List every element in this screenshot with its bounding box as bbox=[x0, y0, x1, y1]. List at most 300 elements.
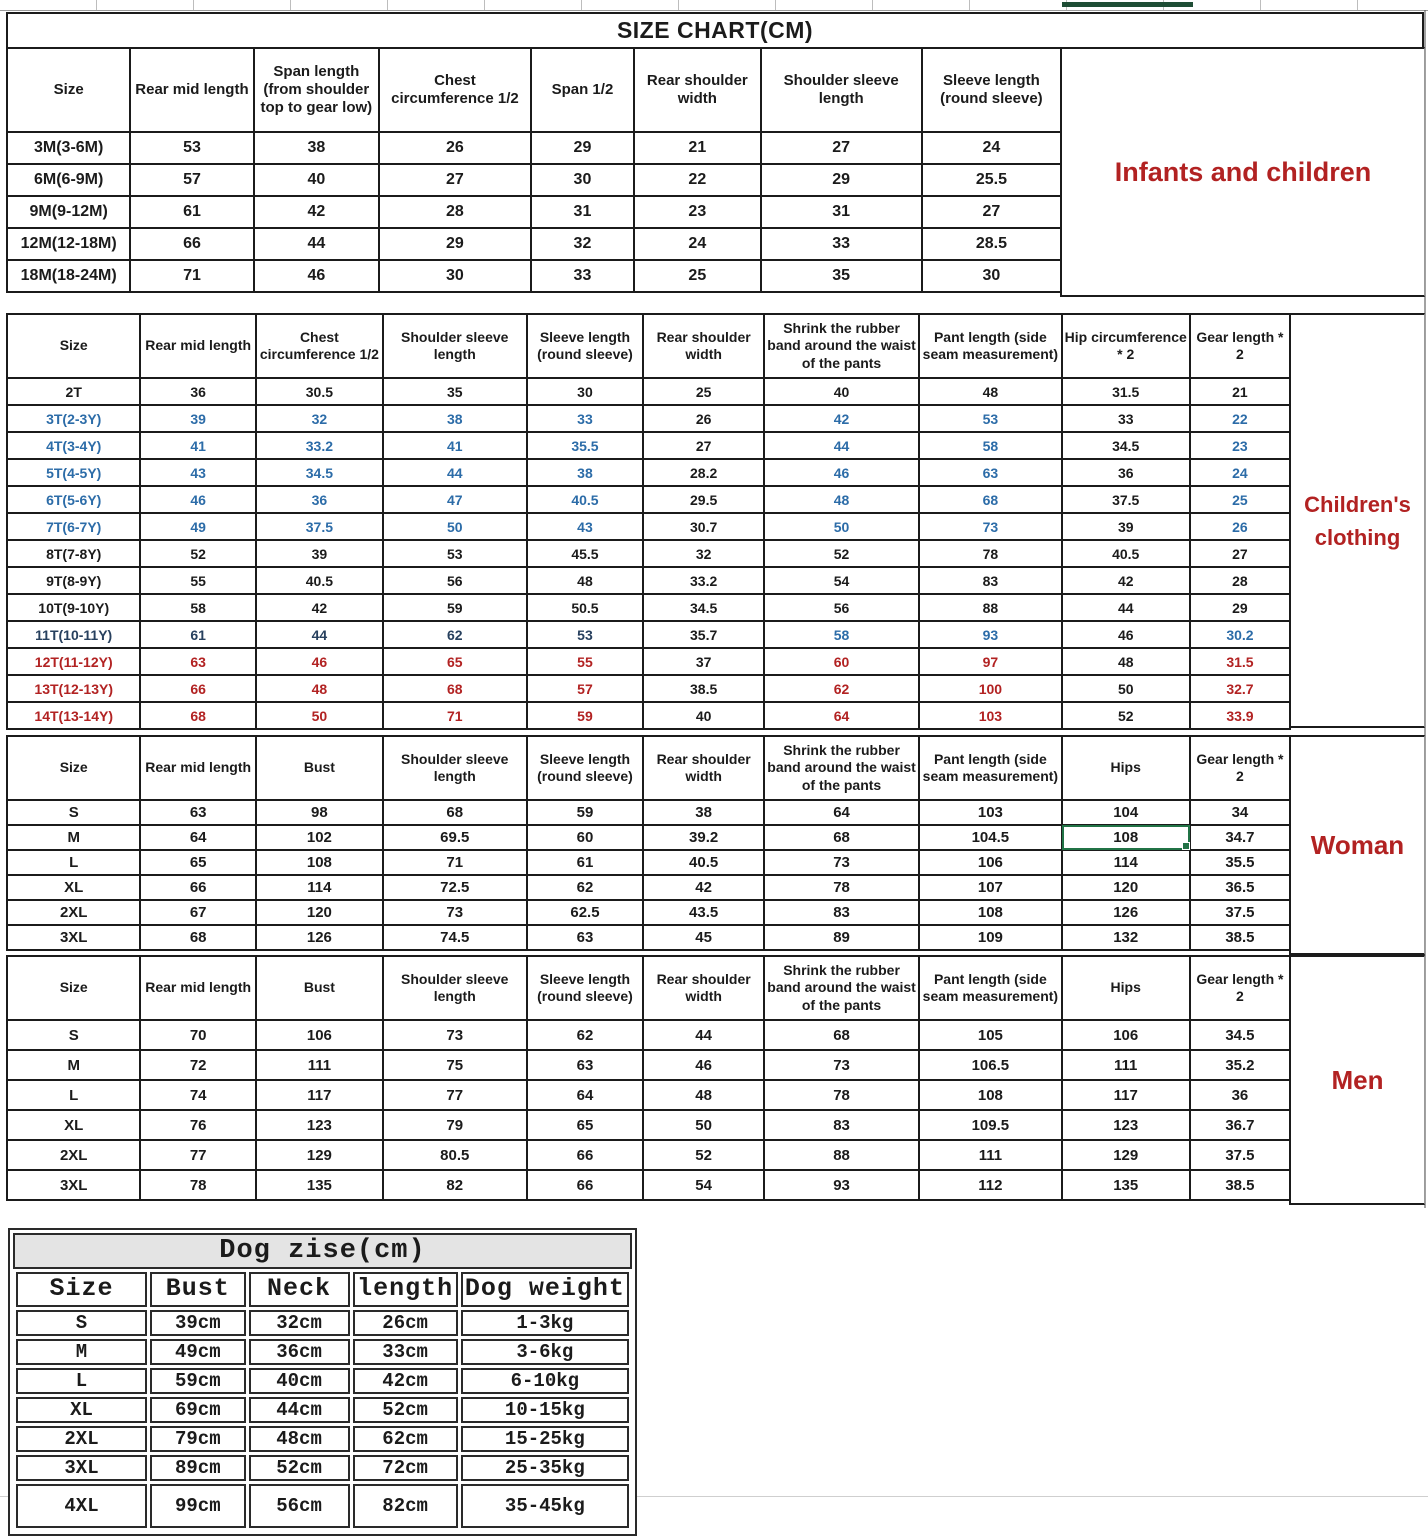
men-size-table bbox=[6, 955, 1291, 1201]
value-cell: 83 bbox=[919, 567, 1061, 594]
row-size-cell: 4T(3-4Y) bbox=[7, 432, 140, 459]
value-cell: 26 bbox=[643, 405, 764, 432]
value-cell: 6-10kg bbox=[461, 1368, 629, 1394]
value-cell: 102 bbox=[256, 825, 383, 850]
value-cell: 50.5 bbox=[527, 594, 644, 621]
value-cell: 42 bbox=[1062, 567, 1190, 594]
value-cell: 48 bbox=[919, 378, 1061, 405]
column-header: Pant length (side seam measurement) bbox=[919, 314, 1061, 378]
value-cell: 76 bbox=[140, 1110, 255, 1140]
value-cell: 36.7 bbox=[1190, 1110, 1290, 1140]
value-cell: 66 bbox=[140, 875, 255, 900]
value-cell: 34 bbox=[1190, 800, 1290, 825]
value-cell: 106 bbox=[1062, 1020, 1190, 1050]
active-selected-cell: 108 bbox=[1062, 825, 1190, 850]
row-size-cell: 4XL bbox=[16, 1484, 147, 1528]
column-header: Shrink the rubber band around the waist of the pants bbox=[764, 736, 919, 800]
value-cell: 83 bbox=[764, 1110, 919, 1140]
column-header: Span 1/2 bbox=[531, 48, 634, 132]
value-cell: 28 bbox=[379, 196, 531, 228]
value-cell: 37.5 bbox=[1062, 486, 1190, 513]
value-cell: 93 bbox=[919, 621, 1061, 648]
value-cell: 72 bbox=[140, 1050, 255, 1080]
column-header: Pant length (side seam measurement) bbox=[919, 736, 1061, 800]
value-cell: 46 bbox=[1062, 621, 1190, 648]
value-cell: 28.2 bbox=[643, 459, 764, 486]
section-label-men: Men bbox=[1289, 955, 1425, 1205]
value-cell: 52 bbox=[140, 540, 255, 567]
value-cell: 38.5 bbox=[643, 675, 764, 702]
value-cell: 103 bbox=[919, 702, 1061, 729]
value-cell: 104.5 bbox=[919, 825, 1061, 850]
value-cell: 108 bbox=[919, 900, 1061, 925]
value-cell: 63 bbox=[527, 1050, 644, 1080]
value-cell: 82cm bbox=[353, 1484, 458, 1528]
value-cell: 65 bbox=[140, 850, 255, 875]
row-size-cell: 3XL bbox=[16, 1455, 147, 1481]
value-cell: 53 bbox=[919, 405, 1061, 432]
spreadsheet-gridline-strip bbox=[0, 0, 1428, 11]
value-cell: 48 bbox=[764, 486, 919, 513]
value-cell: 46 bbox=[643, 1050, 764, 1080]
value-cell: 25-35kg bbox=[461, 1455, 629, 1481]
value-cell: 53 bbox=[130, 132, 253, 164]
value-cell: 36 bbox=[1190, 1080, 1290, 1110]
children-size-table bbox=[6, 313, 1291, 730]
value-cell: 73 bbox=[764, 1050, 919, 1080]
value-cell: 50 bbox=[1062, 675, 1190, 702]
value-cell: 52cm bbox=[353, 1397, 458, 1423]
value-cell: 117 bbox=[256, 1080, 383, 1110]
value-cell: 104 bbox=[1062, 800, 1190, 825]
value-cell: 61 bbox=[527, 850, 644, 875]
value-cell: 78 bbox=[919, 540, 1061, 567]
row-size-cell: 2XL bbox=[7, 1140, 140, 1170]
value-cell: 62 bbox=[527, 875, 644, 900]
column-header: Rear shoulder width bbox=[643, 956, 764, 1020]
row-size-cell: 2XL bbox=[16, 1426, 147, 1452]
value-cell: 108 bbox=[919, 1080, 1061, 1110]
row-size-cell: M bbox=[16, 1339, 147, 1365]
value-cell: 36cm bbox=[249, 1339, 350, 1365]
column-header: Sleeve length (round sleeve) bbox=[527, 956, 644, 1020]
value-cell: 135 bbox=[1062, 1170, 1190, 1200]
value-cell: 53 bbox=[383, 540, 527, 567]
column-header: Chest circumference 1/2 bbox=[256, 314, 383, 378]
value-cell: 31.5 bbox=[1190, 648, 1290, 675]
column-header: Gear length * 2 bbox=[1190, 314, 1290, 378]
value-cell: 129 bbox=[256, 1140, 383, 1170]
value-cell: 74 bbox=[140, 1080, 255, 1110]
value-cell: 61 bbox=[130, 196, 253, 228]
value-cell: 79 bbox=[383, 1110, 527, 1140]
value-cell: 62cm bbox=[353, 1426, 458, 1452]
value-cell: 28 bbox=[1190, 567, 1290, 594]
value-cell: 89 bbox=[764, 925, 919, 950]
value-cell: 78 bbox=[140, 1170, 255, 1200]
value-cell: 42 bbox=[254, 196, 379, 228]
value-cell: 50 bbox=[764, 513, 919, 540]
value-cell: 105 bbox=[919, 1020, 1061, 1050]
value-cell: 120 bbox=[256, 900, 383, 925]
value-cell: 22 bbox=[1190, 405, 1290, 432]
column-header: Shrink the rubber band around the waist of the pants bbox=[764, 956, 919, 1020]
value-cell: 30 bbox=[531, 164, 634, 196]
value-cell: 39cm bbox=[150, 1310, 246, 1336]
row-size-cell: 18M(18-24M) bbox=[7, 260, 130, 292]
value-cell: 135 bbox=[256, 1170, 383, 1200]
value-cell: 71 bbox=[383, 702, 527, 729]
value-cell: 114 bbox=[1062, 850, 1190, 875]
value-cell: 44 bbox=[643, 1020, 764, 1050]
row-size-cell: 2XL bbox=[7, 900, 140, 925]
column-header: Shrink the rubber band around the waist of the pants bbox=[764, 314, 919, 378]
value-cell: 68 bbox=[383, 675, 527, 702]
value-cell: 32.7 bbox=[1190, 675, 1290, 702]
value-cell: 42 bbox=[256, 594, 383, 621]
row-size-cell: 9T(8-9Y) bbox=[7, 567, 140, 594]
column-header: Pant length (side seam measurement) bbox=[919, 956, 1061, 1020]
value-cell: 59 bbox=[383, 594, 527, 621]
value-cell: 46 bbox=[254, 260, 379, 292]
value-cell: 100 bbox=[919, 675, 1061, 702]
value-cell: 111 bbox=[919, 1140, 1061, 1170]
value-cell: 29 bbox=[379, 228, 531, 260]
column-header: Rear mid length bbox=[140, 736, 255, 800]
value-cell: 26 bbox=[1190, 513, 1290, 540]
value-cell: 126 bbox=[256, 925, 383, 950]
row-size-cell: 13T(12-13Y) bbox=[7, 675, 140, 702]
value-cell: 50 bbox=[256, 702, 383, 729]
value-cell: 47 bbox=[383, 486, 527, 513]
row-size-cell: S bbox=[7, 1020, 140, 1050]
dog-size-table bbox=[13, 1269, 632, 1531]
value-cell: 33 bbox=[531, 260, 634, 292]
value-cell: 40 bbox=[254, 164, 379, 196]
value-cell: 30 bbox=[922, 260, 1061, 292]
value-cell: 48 bbox=[527, 567, 644, 594]
value-cell: 79cm bbox=[150, 1426, 246, 1452]
value-cell: 21 bbox=[1190, 378, 1290, 405]
value-cell: 31 bbox=[761, 196, 922, 228]
value-cell: 36.5 bbox=[1190, 875, 1290, 900]
value-cell: 37.5 bbox=[1190, 900, 1290, 925]
column-header: Bust bbox=[256, 736, 383, 800]
row-size-cell: 12T(11-12Y) bbox=[7, 648, 140, 675]
value-cell: 49cm bbox=[150, 1339, 246, 1365]
value-cell: 63 bbox=[527, 925, 644, 950]
value-cell: 39.2 bbox=[643, 825, 764, 850]
chart-title-row bbox=[6, 12, 1424, 49]
value-cell: 33 bbox=[527, 405, 644, 432]
column-header: Hip circumference * 2 bbox=[1062, 314, 1190, 378]
value-cell: 32cm bbox=[249, 1310, 350, 1336]
value-cell: 106 bbox=[256, 1020, 383, 1050]
row-size-cell: 14T(13-14Y) bbox=[7, 702, 140, 729]
value-cell: 30.5 bbox=[256, 378, 383, 405]
value-cell: 106.5 bbox=[919, 1050, 1061, 1080]
value-cell: 53 bbox=[527, 621, 644, 648]
women-size-table bbox=[6, 735, 1291, 951]
value-cell: 21 bbox=[634, 132, 760, 164]
value-cell: 44 bbox=[764, 432, 919, 459]
value-cell: 54 bbox=[764, 567, 919, 594]
value-cell: 126 bbox=[1062, 900, 1190, 925]
value-cell: 27 bbox=[922, 196, 1061, 228]
value-cell: 58 bbox=[140, 594, 255, 621]
value-cell: 56 bbox=[764, 594, 919, 621]
row-size-cell: 10T(9-10Y) bbox=[7, 594, 140, 621]
value-cell: 1-3kg bbox=[461, 1310, 629, 1336]
value-cell: 31.5 bbox=[1062, 378, 1190, 405]
row-size-cell: 11T(10-11Y) bbox=[7, 621, 140, 648]
row-size-cell: L bbox=[7, 850, 140, 875]
value-cell: 59cm bbox=[150, 1368, 246, 1394]
value-cell: 46 bbox=[256, 648, 383, 675]
value-cell: 34.7 bbox=[1190, 825, 1290, 850]
column-header: Sleeve length (round sleeve) bbox=[922, 48, 1061, 132]
value-cell: 39 bbox=[256, 540, 383, 567]
value-cell: 73 bbox=[383, 1020, 527, 1050]
value-cell: 43.5 bbox=[643, 900, 764, 925]
value-cell: 25 bbox=[1190, 486, 1290, 513]
value-cell: 107 bbox=[919, 875, 1061, 900]
value-cell: 35.2 bbox=[1190, 1050, 1290, 1080]
value-cell: 64 bbox=[764, 800, 919, 825]
value-cell: 63 bbox=[919, 459, 1061, 486]
value-cell: 27 bbox=[1190, 540, 1290, 567]
value-cell: 26cm bbox=[353, 1310, 458, 1336]
value-cell: 106 bbox=[919, 850, 1061, 875]
column-header: Shoulder sleeve length bbox=[383, 314, 527, 378]
value-cell: 73 bbox=[919, 513, 1061, 540]
value-cell: 32 bbox=[256, 405, 383, 432]
column-header: Sleeve length (round sleeve) bbox=[527, 736, 644, 800]
row-size-cell: L bbox=[16, 1368, 147, 1394]
value-cell: 73 bbox=[764, 850, 919, 875]
section-label-children: Children's clothing bbox=[1289, 313, 1425, 728]
value-cell: 24 bbox=[922, 132, 1061, 164]
value-cell: 112 bbox=[919, 1170, 1061, 1200]
row-size-cell: L bbox=[7, 1080, 140, 1110]
column-header: Size bbox=[7, 736, 140, 800]
value-cell: 72.5 bbox=[383, 875, 527, 900]
value-cell: 37.5 bbox=[1190, 1140, 1290, 1170]
value-cell: 41 bbox=[140, 432, 255, 459]
value-cell: 37 bbox=[643, 648, 764, 675]
value-cell: 30 bbox=[527, 378, 644, 405]
value-cell: 30.7 bbox=[643, 513, 764, 540]
value-cell: 44 bbox=[254, 228, 379, 260]
value-cell: 28.5 bbox=[922, 228, 1061, 260]
value-cell: 34.5 bbox=[256, 459, 383, 486]
value-cell: 43 bbox=[140, 459, 255, 486]
value-cell: 40.5 bbox=[643, 850, 764, 875]
value-cell: 35.7 bbox=[643, 621, 764, 648]
value-cell: 111 bbox=[1062, 1050, 1190, 1080]
dog-table-title: Dog zise(cm) bbox=[13, 1233, 632, 1269]
value-cell: 24 bbox=[634, 228, 760, 260]
value-cell: 27 bbox=[761, 132, 922, 164]
value-cell: 48 bbox=[1062, 648, 1190, 675]
column-header: Hips bbox=[1062, 956, 1190, 1020]
value-cell: 52cm bbox=[249, 1455, 350, 1481]
row-size-cell: 3XL bbox=[7, 1170, 140, 1200]
value-cell: 109 bbox=[919, 925, 1061, 950]
value-cell: 63 bbox=[140, 648, 255, 675]
column-header: Rear mid length bbox=[130, 48, 253, 132]
value-cell: 33 bbox=[1062, 405, 1190, 432]
value-cell: 69cm bbox=[150, 1397, 246, 1423]
value-cell: 64 bbox=[764, 702, 919, 729]
value-cell: 15-25kg bbox=[461, 1426, 629, 1452]
value-cell: 34.5 bbox=[1062, 432, 1190, 459]
value-cell: 98 bbox=[256, 800, 383, 825]
value-cell: 99cm bbox=[150, 1484, 246, 1528]
value-cell: 30.2 bbox=[1190, 621, 1290, 648]
value-cell: 57 bbox=[527, 675, 644, 702]
value-cell: 33.2 bbox=[256, 432, 383, 459]
section-label-infants: Infants and children bbox=[1060, 47, 1425, 297]
value-cell: 30 bbox=[379, 260, 531, 292]
value-cell: 29 bbox=[761, 164, 922, 196]
value-cell: 48 bbox=[643, 1080, 764, 1110]
value-cell: 74.5 bbox=[383, 925, 527, 950]
value-cell: 66 bbox=[527, 1170, 644, 1200]
value-cell: 80.5 bbox=[383, 1140, 527, 1170]
column-header: Rear shoulder width bbox=[643, 736, 764, 800]
value-cell: 72cm bbox=[353, 1455, 458, 1481]
value-cell: 70 bbox=[140, 1020, 255, 1050]
value-cell: 42cm bbox=[353, 1368, 458, 1394]
value-cell: 38 bbox=[643, 800, 764, 825]
value-cell: 52 bbox=[764, 540, 919, 567]
value-cell: 52 bbox=[1062, 702, 1190, 729]
value-cell: 50 bbox=[643, 1110, 764, 1140]
value-cell: 88 bbox=[764, 1140, 919, 1170]
row-size-cell: 9M(9-12M) bbox=[7, 196, 130, 228]
value-cell: 35 bbox=[383, 378, 527, 405]
value-cell: 36 bbox=[140, 378, 255, 405]
value-cell: 103 bbox=[919, 800, 1061, 825]
column-header: Gear length * 2 bbox=[1190, 956, 1290, 1020]
row-size-cell: 2T bbox=[7, 378, 140, 405]
value-cell: 66 bbox=[140, 675, 255, 702]
value-cell: 38.5 bbox=[1190, 1170, 1290, 1200]
value-cell: 75 bbox=[383, 1050, 527, 1080]
value-cell: 46 bbox=[140, 486, 255, 513]
value-cell: 108 bbox=[256, 850, 383, 875]
value-cell: 59 bbox=[527, 800, 644, 825]
value-cell: 78 bbox=[764, 1080, 919, 1110]
value-cell: 56 bbox=[383, 567, 527, 594]
value-cell: 32 bbox=[531, 228, 634, 260]
column-header: length bbox=[353, 1272, 458, 1307]
value-cell: 123 bbox=[1062, 1110, 1190, 1140]
value-cell: 34.5 bbox=[643, 594, 764, 621]
value-cell: 50 bbox=[383, 513, 527, 540]
value-cell: 65 bbox=[527, 1110, 644, 1140]
value-cell: 32 bbox=[643, 540, 764, 567]
value-cell: 64 bbox=[527, 1080, 644, 1110]
value-cell: 117 bbox=[1062, 1080, 1190, 1110]
value-cell: 83 bbox=[764, 900, 919, 925]
row-size-cell: 7T(6-7Y) bbox=[7, 513, 140, 540]
column-header: Shoulder sleeve length bbox=[383, 736, 527, 800]
column-header: Shoulder sleeve length bbox=[761, 48, 922, 132]
value-cell: 10-15kg bbox=[461, 1397, 629, 1423]
value-cell: 35.5 bbox=[527, 432, 644, 459]
value-cell: 63 bbox=[140, 800, 255, 825]
column-header: Gear length * 2 bbox=[1190, 736, 1290, 800]
value-cell: 45 bbox=[643, 925, 764, 950]
value-cell: 68 bbox=[764, 825, 919, 850]
value-cell: 39 bbox=[140, 405, 255, 432]
value-cell: 109.5 bbox=[919, 1110, 1061, 1140]
value-cell: 36 bbox=[1062, 459, 1190, 486]
value-cell: 52 bbox=[643, 1140, 764, 1170]
value-cell: 123 bbox=[256, 1110, 383, 1140]
value-cell: 82 bbox=[383, 1170, 527, 1200]
value-cell: 49 bbox=[140, 513, 255, 540]
row-size-cell: 5T(4-5Y) bbox=[7, 459, 140, 486]
value-cell: 26 bbox=[379, 132, 531, 164]
value-cell: 60 bbox=[527, 825, 644, 850]
value-cell: 37.5 bbox=[256, 513, 383, 540]
value-cell: 43 bbox=[527, 513, 644, 540]
value-cell: 38 bbox=[527, 459, 644, 486]
row-size-cell: M bbox=[7, 1050, 140, 1080]
value-cell: 93 bbox=[764, 1170, 919, 1200]
value-cell: 40 bbox=[764, 378, 919, 405]
value-cell: 29 bbox=[531, 132, 634, 164]
value-cell: 35 bbox=[761, 260, 922, 292]
column-header: Size bbox=[7, 314, 140, 378]
value-cell: 25.5 bbox=[922, 164, 1061, 196]
column-header: Hips bbox=[1062, 736, 1190, 800]
column-header: Dog weight bbox=[461, 1272, 629, 1307]
value-cell: 22 bbox=[634, 164, 760, 196]
row-size-cell: 3T(2-3Y) bbox=[7, 405, 140, 432]
value-cell: 40.5 bbox=[527, 486, 644, 513]
row-size-cell: 8T(7-8Y) bbox=[7, 540, 140, 567]
value-cell: 68 bbox=[383, 800, 527, 825]
value-cell: 27 bbox=[379, 164, 531, 196]
value-cell: 48cm bbox=[249, 1426, 350, 1452]
value-cell: 33cm bbox=[353, 1339, 458, 1365]
value-cell: 62 bbox=[527, 1020, 644, 1050]
value-cell: 48 bbox=[256, 675, 383, 702]
chart-title: SIZE CHART(CM) bbox=[616, 17, 814, 43]
value-cell: 77 bbox=[140, 1140, 255, 1170]
column-header: Chest circumference 1/2 bbox=[379, 48, 531, 132]
value-cell: 33.9 bbox=[1190, 702, 1290, 729]
row-size-cell: S bbox=[7, 800, 140, 825]
column-header: Shoulder sleeve length bbox=[383, 956, 527, 1020]
column-header: Rear mid length bbox=[140, 956, 255, 1020]
value-cell: 41 bbox=[383, 432, 527, 459]
value-cell: 66 bbox=[130, 228, 253, 260]
value-cell: 77 bbox=[383, 1080, 527, 1110]
value-cell: 61 bbox=[140, 621, 255, 648]
section-label-women: Woman bbox=[1289, 735, 1425, 955]
value-cell: 38.5 bbox=[1190, 925, 1290, 950]
value-cell: 114 bbox=[256, 875, 383, 900]
value-cell: 65 bbox=[383, 648, 527, 675]
value-cell: 56cm bbox=[249, 1484, 350, 1528]
value-cell: 73 bbox=[383, 900, 527, 925]
row-size-cell: 3M(3-6M) bbox=[7, 132, 130, 164]
